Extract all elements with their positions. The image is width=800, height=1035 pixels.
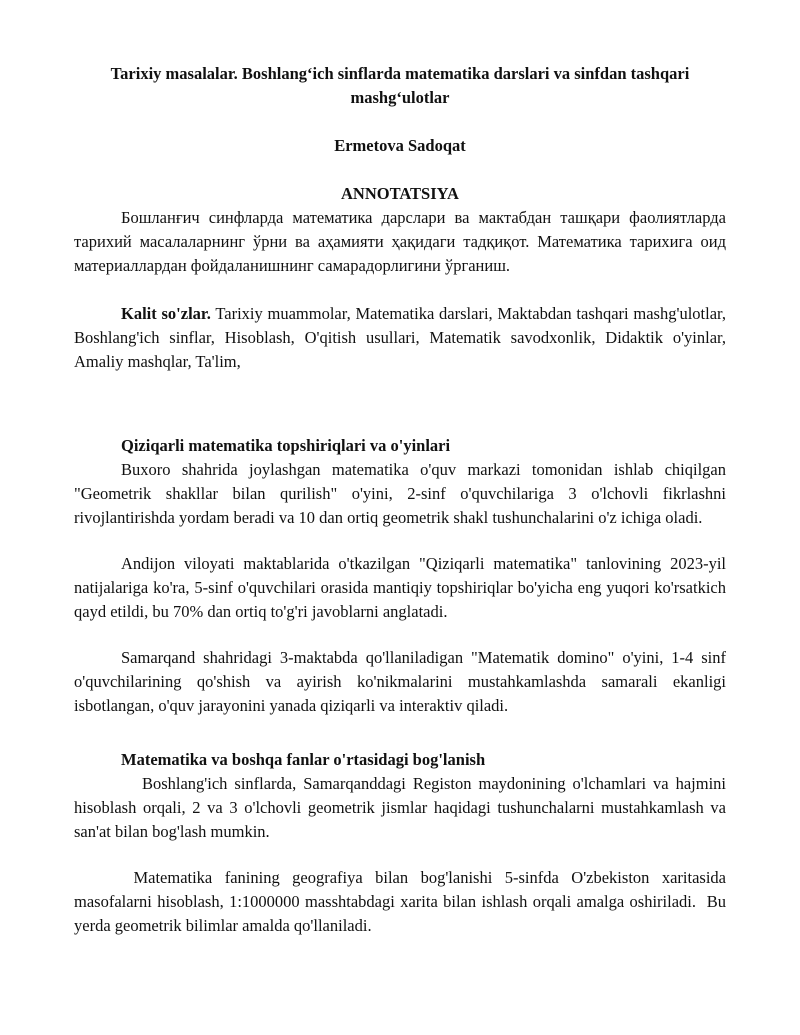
- section1-paragraph-1: Buxoro shahrida joylashgan matematika o'quv markazi tomonidan ishlab chiqilgan "Geometrik shakllar bilan qurilish" o'yini, 2-sinf o'quvchilariga 3 o'lchovli fikrlashni rivojlantirishda yordam beradi va 10 dan ortiq geometrik shakl tushunchalarini o'z ichiga oladi.: [74, 460, 726, 527]
- section1-paragraph-2: Andijon viloyati maktablarida o'tkazilgan "Qiziqarli matematika" tanlovining 2023-yil natijalariga ko'ra, 5-sinf o'quvchilari orasida mantiqiy topshiriqlar bo'yicha eng yuqori ko'rsatkich qayd etildi, bu 70% dan ortiq to'g'ri javoblarni anglatadi.: [74, 554, 726, 621]
- section1-paragraph-3: Samarqand shahridagi 3-maktabda qo'llaniladigan "Matematik domino" o'yini, 1-4 sinf o'quvchilarining qo'shish va ayirish ko'nikmalarini mustahkamlashda samarali ekanligi isbotlangan, o'quv jarayonini yanada qiziqarli va interaktiv qiladi.: [74, 648, 726, 715]
- keywords-text: Tarixiy muammolar, Matematika darslari, Maktabdan tashqari mashg'ulotlar, Boshlang'ich sinflar, Hisoblash, O'qitish usullari, Matematik savodxonlik, Didaktik o'yinlar, Amaliy mashqlar, Ta'lim,: [74, 304, 726, 371]
- author-name: Ermetova Sadoqat: [334, 136, 466, 155]
- keywords-label: Kalit so'zlar.: [121, 304, 211, 323]
- section2-paragraph-2: Matematika fanining geografiya bilan bog'lanishi 5-sinfda O'zbekiston xaritasida masofalarni hisoblash, 1:1000000 masshtabdagi xarita bilan ishlash orqali amalga oshiriladi. Bu yerda geometrik bilimlar amalda qo'llaniladi.: [74, 868, 731, 935]
- paper-page: [74, 62, 731, 938]
- section-heading-games: Qiziqarli matematika topshiriqlari va o'yinlari: [121, 436, 451, 455]
- keywords-paragraph: [74, 302, 726, 374]
- annotation-text: Бошланғич синфларда математика дарслари ва мактабдан ташқари фаолиятларда тарихий масалаларнинг ўрни ва аҳамияти ҳақидаги тадқиқот. Математика тарихига оид материаллардан фойдаланишнинг самарадорлигини ўрганиш.: [74, 208, 726, 275]
- section-heading-interdisciplinary: Matematika va boshqa fanlar o'rtasidagi bog'lanish: [121, 750, 486, 769]
- annotation-heading: ANNOTATSIYA: [341, 184, 459, 203]
- paper-title: Tarixiy masalalar. Boshlang‘ich sinflarda matematika darslari va sinfdan tashqari mashg‘ulotlar: [110, 64, 690, 107]
- section2-paragraph-1: Boshlang'ich sinflarda, Samarqanddagi Registon maydonining o'lchamlari va hajmini hisoblash orqali, 2 va 3 o'lchovli geometrik jismlar haqidagi tushunchalarni mustahkamlash va san'at bilan bog'lash mumkin.: [74, 774, 731, 841]
